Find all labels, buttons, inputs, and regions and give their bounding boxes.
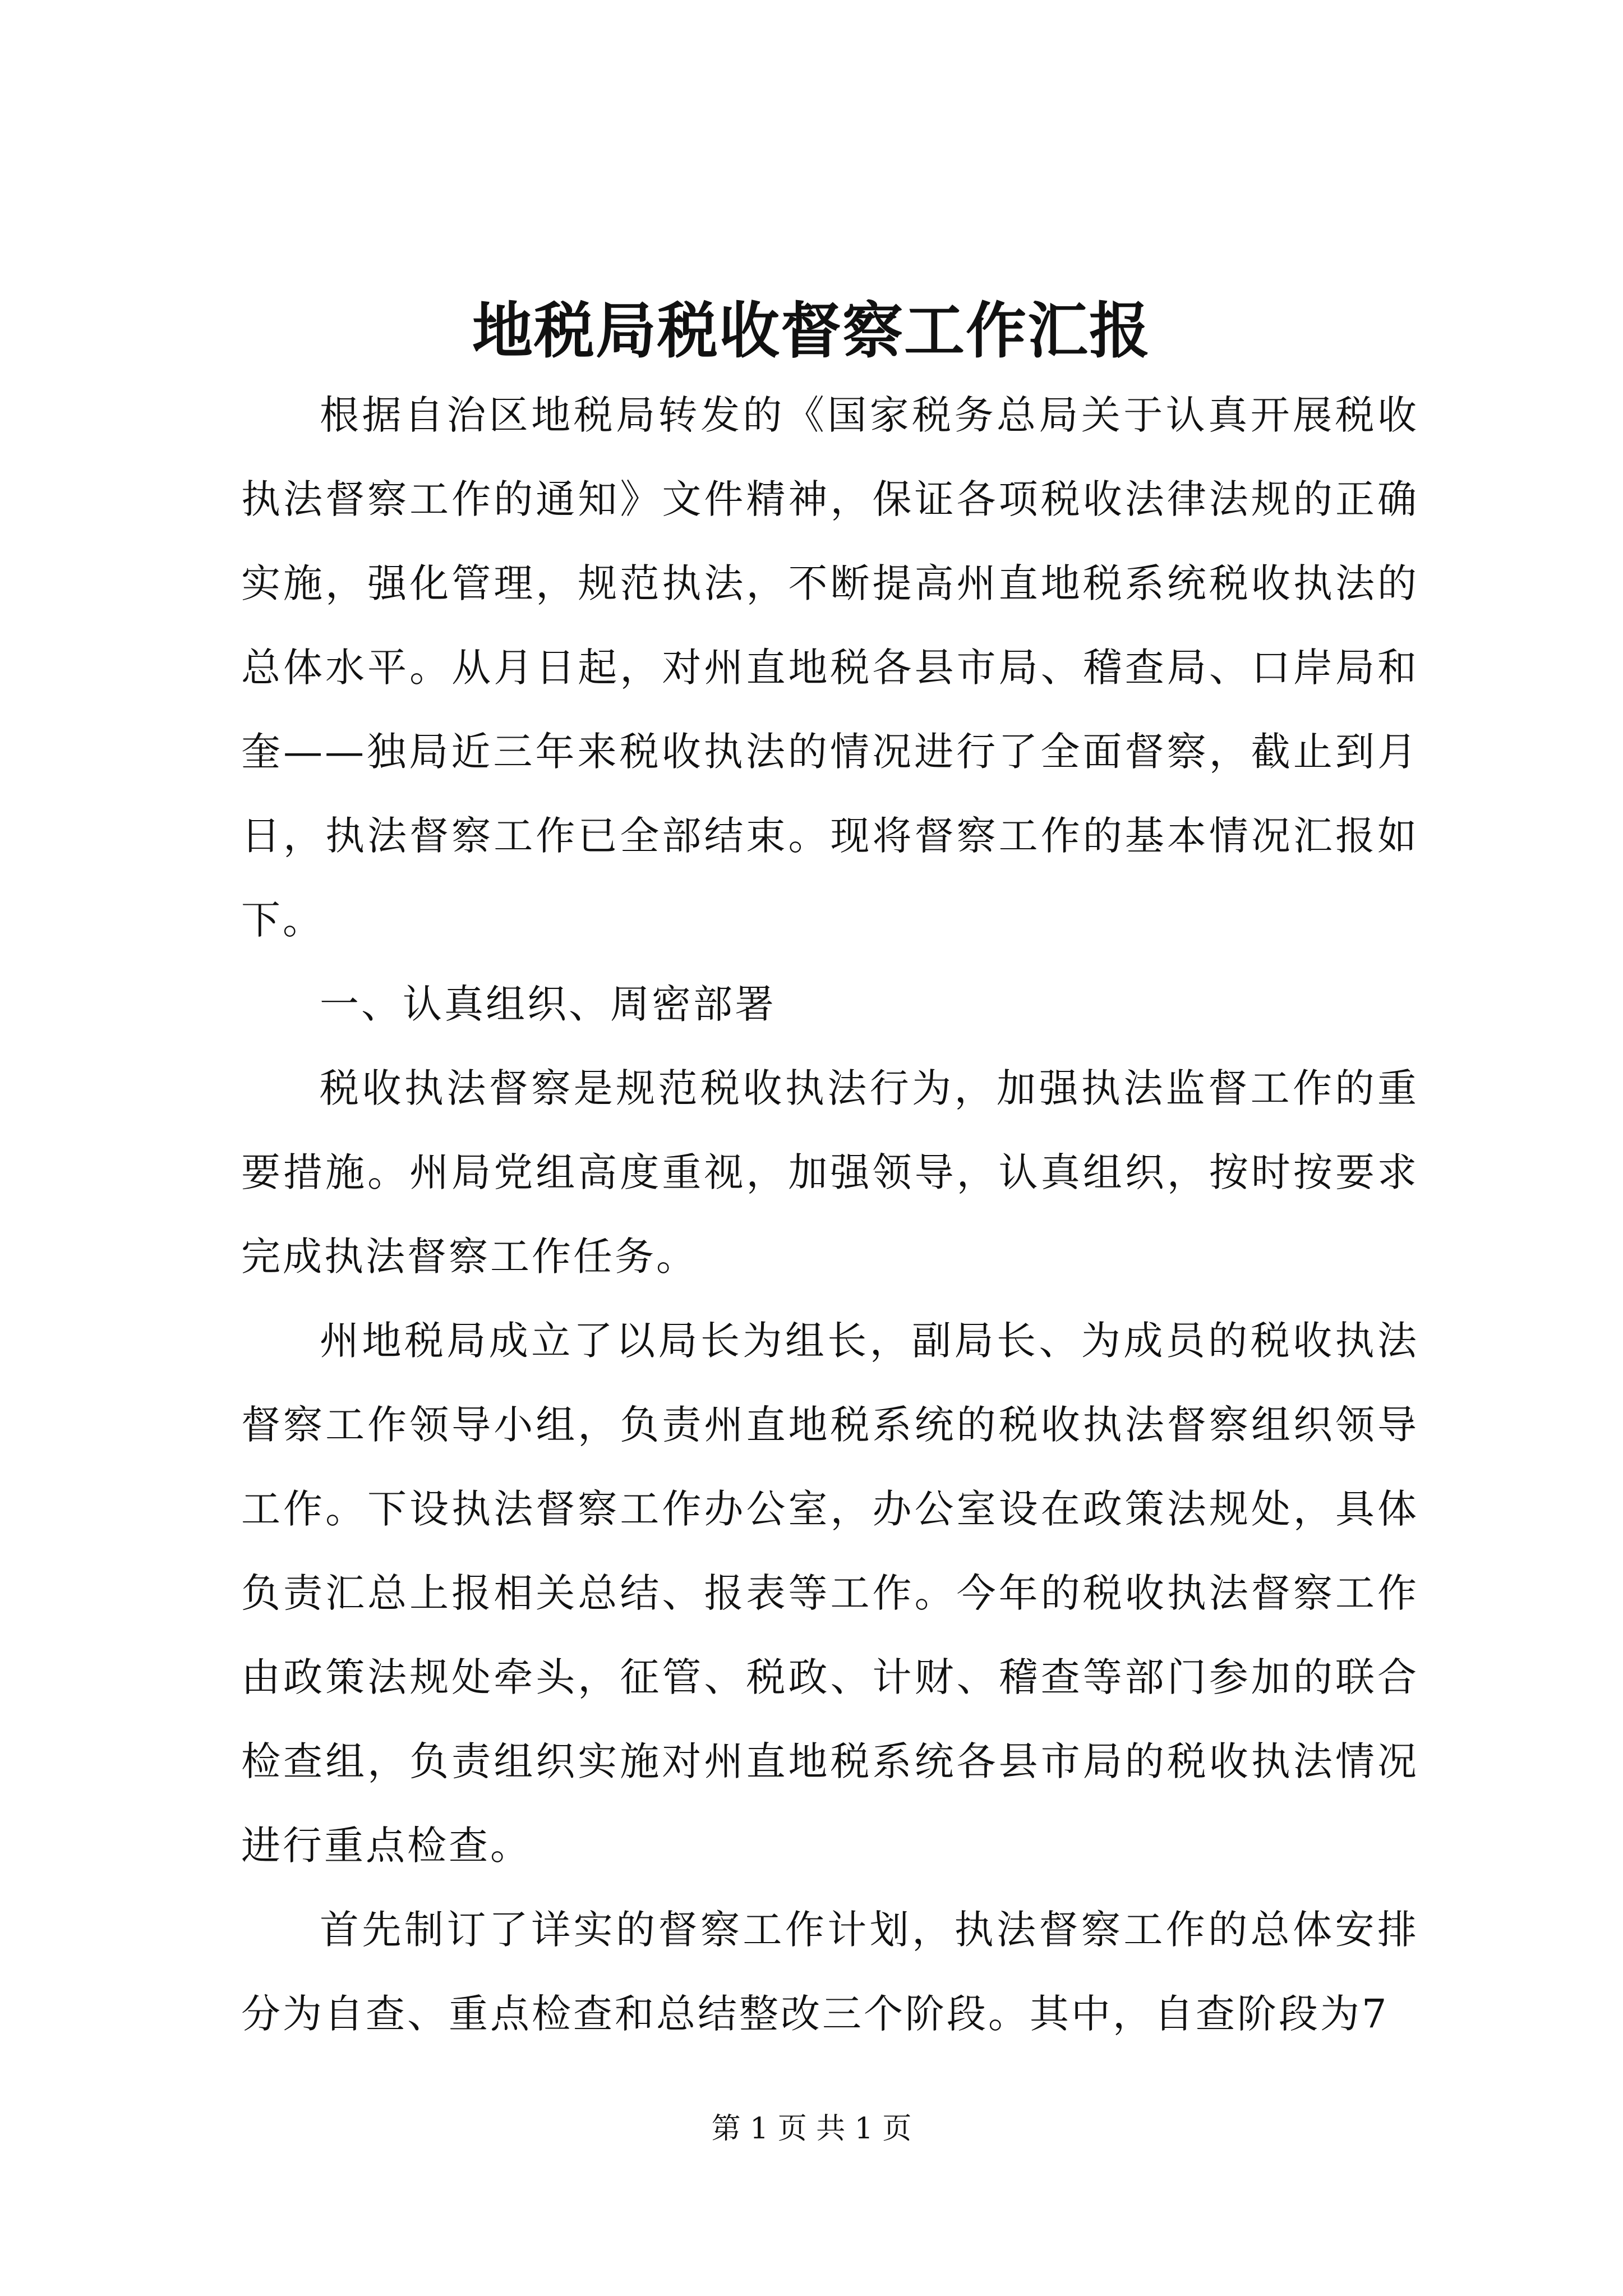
page-footer: 第 1 页 共 1 页	[711, 2112, 912, 2146]
paragraph-section1-overview: 税收执法督察是规范税收执法行为，加强执法监督工作的重要措施。州局党组高度重视，加强领导，认真组织，按时按要求完成执法督察工作任务。	[241, 1065, 1419, 1280]
paragraph-section1-plan: 首先制订了详实的督察工作计划，执法督察工作的总体安排分为自查、重点检查和总结整改三个阶段。其中，自查阶段为7	[241, 1907, 1419, 2037]
paragraph-intro: 根据自治区地税局转发的《国家税务总局关于认真开展税收执法督察工作的通知》文件精神，保证各项税收法律法规的正确实施，强化管理，规范执法，不断提高州直地税系统税收执法的总体水平。从月日起，对州直地税各县市局、稽查局、口岸局和奎——独局近三年来税收执法的情况进行了全面督察，截止到月日，执法督察工作已全部结束。现将督察工作的基本情况汇报如下。	[241, 392, 1419, 943]
section-heading-1: 一、认真组织、周密部署	[320, 981, 776, 1027]
paragraph-section1-leadership: 州地税局成立了以局长为组长，副局长、为成员的税收执法督察工作领导小组，负责州直地税系统的税收执法督察组织领导工作。下设执法督察工作办公室，办公室设在政策法规处，具体负责汇总上报相关总结、报表等工作。今年的税收执法督察工作由政策法规处牵头，征管、税政、计财、稽查等部门参加的联合检查组，负责组织实施对州直地税系统各县市局的税收执法情况进行重点检查。	[241, 1318, 1419, 1869]
document-title: 地税局税收督察工作汇报	[472, 296, 1151, 366]
document-body	[241, 373, 1419, 2056]
